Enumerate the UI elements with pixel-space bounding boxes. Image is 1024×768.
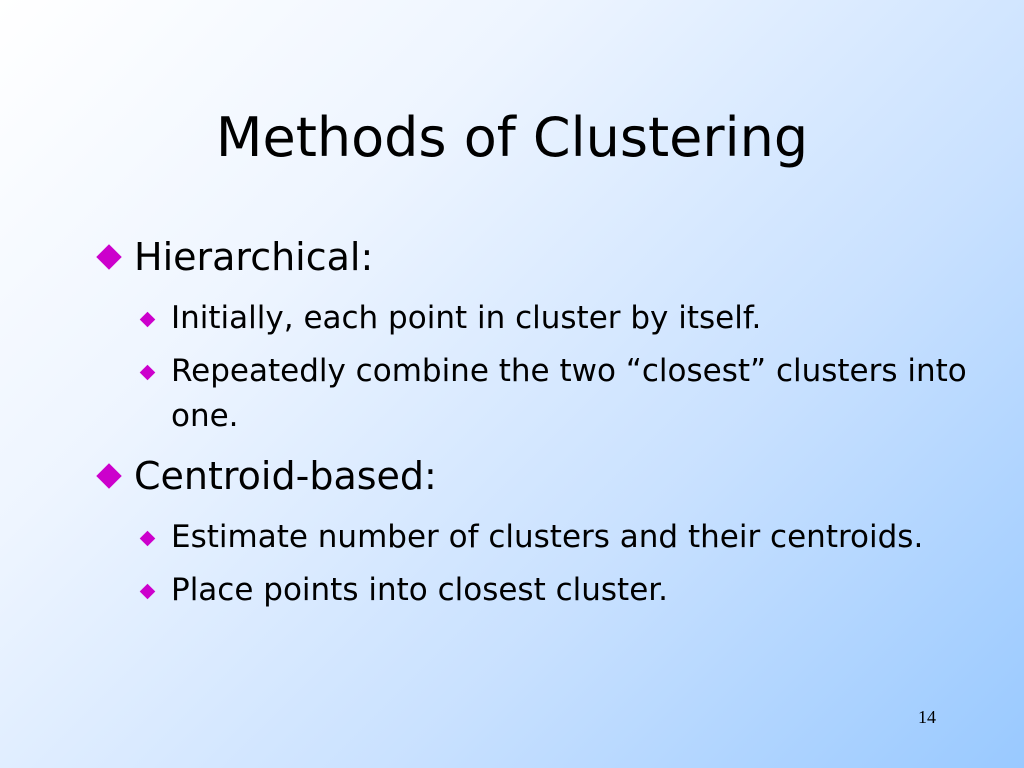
section-hierarchical (92, 232, 972, 439)
bullet-text: Repeatedly combine the two “closest” clusters into one. (171, 353, 967, 434)
slide-title: Methods of Clustering (215, 106, 809, 169)
diamond-icon (96, 244, 122, 270)
page-number: 14 (918, 707, 936, 727)
bullet-level2 (140, 568, 972, 613)
slide-content (92, 232, 972, 625)
diamond-icon (140, 365, 156, 381)
section-heading: Centroid-based: (134, 454, 437, 498)
diamond-icon (140, 531, 156, 547)
section-centroid-based (92, 451, 972, 613)
bullet-level2 (140, 296, 972, 341)
bullet-level2 (140, 515, 972, 560)
bullet-level1 (92, 451, 972, 501)
diamond-icon (140, 312, 156, 328)
bullet-text: Place points into closest cluster. (171, 572, 669, 608)
bullet-text: Estimate number of clusters and their centroids. (171, 519, 924, 555)
bullet-level2 (140, 349, 972, 439)
section-heading: Hierarchical: (134, 235, 374, 279)
bullet-text: Initially, each point in cluster by itself. (171, 300, 762, 336)
diamond-icon (140, 584, 156, 600)
bullet-level1 (92, 232, 972, 282)
diamond-icon (96, 463, 122, 489)
